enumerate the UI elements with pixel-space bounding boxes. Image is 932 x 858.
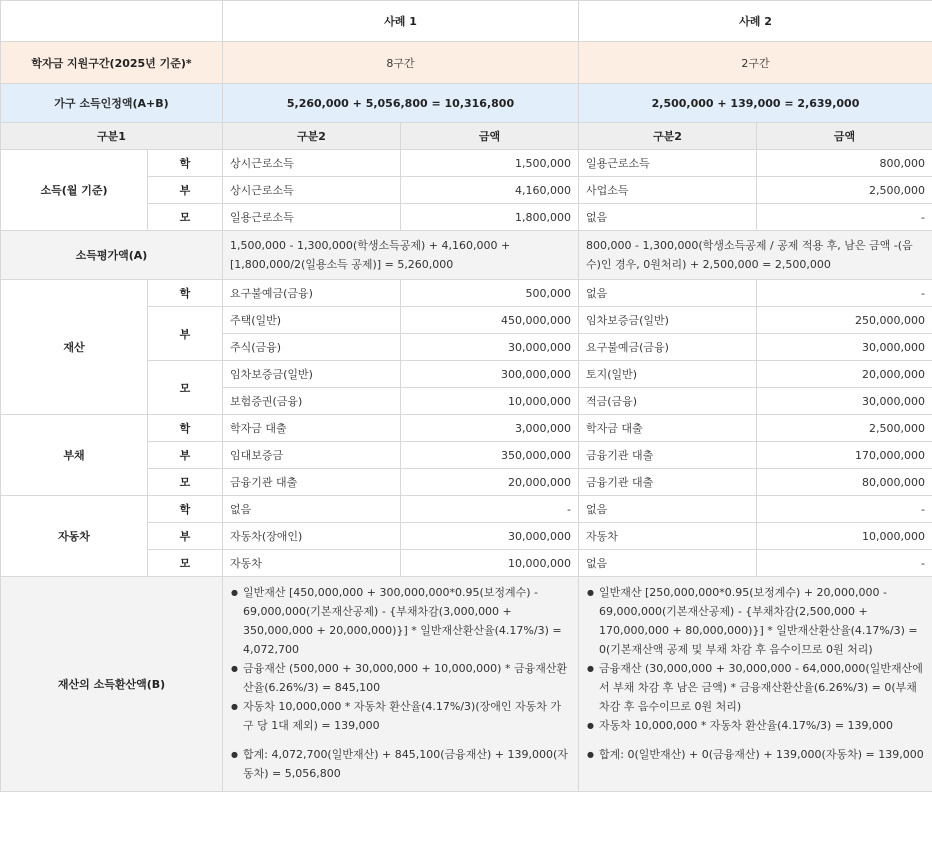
conversion-case1 <box>223 577 579 792</box>
amount-cell: 250,000,000 <box>757 307 932 334</box>
case1-header: 사례 1 <box>223 1 579 42</box>
item-cell: 자동차 <box>579 523 757 550</box>
subheader-cat1: 구분1 <box>1 123 223 150</box>
who-cell: 모 <box>148 469 223 496</box>
item-cell: 없음 <box>223 496 401 523</box>
property-label: 재산 <box>1 280 148 415</box>
item-cell: 금융기관 대출 <box>223 469 401 496</box>
amount-cell: 10,000,000 <box>757 523 932 550</box>
subheader-amount-case1: 금액 <box>401 123 579 150</box>
conversion-row <box>1 577 932 792</box>
item-cell: 상시근로소득 <box>223 177 401 204</box>
household-label: 가구 소득인정액(A+B) <box>1 84 223 123</box>
item-cell: 요구불예금(금융) <box>223 280 401 307</box>
amount-cell: - <box>757 280 932 307</box>
car-label: 자동차 <box>1 496 148 577</box>
item-cell: 없음 <box>579 496 757 523</box>
subheader-amount-case2: 금액 <box>757 123 932 150</box>
list-item: ● 합계: 4,072,700(일반재산) + 845,100(금융재산) + 139,000(자동차) = 5,056,800 <box>231 745 570 783</box>
amount-cell: 350,000,000 <box>401 442 579 469</box>
list-item: ● 자동차 10,000,000 * 자동차 환산율(4.17%/3)(장애인 자동차 가구 당 1대 제외) = 139,000 <box>231 697 570 735</box>
amount-cell: 30,000,000 <box>757 334 932 361</box>
table-row <box>1 280 932 307</box>
item-cell: 적금(금융) <box>579 388 757 415</box>
amount-cell: 20,000,000 <box>401 469 579 496</box>
household-income-row <box>1 84 932 123</box>
who-cell: 부 <box>148 177 223 204</box>
grade-label: 학자금 지원구간(2025년 기준)* <box>1 42 223 84</box>
item-cell: 요구불예금(금융) <box>579 334 757 361</box>
who-cell: 학 <box>148 415 223 442</box>
who-cell: 학 <box>148 280 223 307</box>
list-item: ● 금융재산 (500,000 + 30,000,000 + 10,000,000) * 금융재산환산율(6.26%/3) = 845,100 <box>231 659 570 697</box>
table-row <box>1 150 932 177</box>
list-item: ● 일반재산 [450,000,000 + 300,000,000*0.95(보정계수) - 69,000,000(기본재산공제) - {부채차감(3,000,000 + 350,000,000 + 20,000,000)}] * 일반재산환산율(4.17%/3) = 4,072,700 <box>231 583 570 659</box>
income-eval-label: 소득평가액(A) <box>1 231 223 280</box>
amount-cell: - <box>757 496 932 523</box>
who-cell: 학 <box>148 150 223 177</box>
amount-cell: - <box>757 550 932 577</box>
item-cell: 임차보증금(일반) <box>223 361 401 388</box>
amount-cell: 30,000,000 <box>401 334 579 361</box>
income-eval-case2: 800,000 - 1,300,000(학생소득공제 / 공제 적용 후, 남은 금액 -(음수)인 경우, 0원처리) + 2,500,000 = 2,500,000 <box>579 231 932 280</box>
amount-cell: 10,000,000 <box>401 550 579 577</box>
who-cell: 학 <box>148 496 223 523</box>
amount-cell: - <box>401 496 579 523</box>
item-cell: 자동차 <box>223 550 401 577</box>
who-cell: 부 <box>148 307 223 361</box>
amount-cell: 1,800,000 <box>401 204 579 231</box>
item-cell: 임대보증금 <box>223 442 401 469</box>
income-eval-row <box>1 231 932 280</box>
list-item: ● 일반재산 [250,000,000*0.95(보정계수) + 20,000,000 - 69,000,000(기본재산공제) - {부채차감(2,500,000 + 170,000,000 + 80,000,000)}] * 일반재산환산율(4.17%/3) = 0(기본재산액 공제 및 부채 차감 후 음수이므로 0원 처리) <box>587 583 924 659</box>
item-cell: 자동차(장애인) <box>223 523 401 550</box>
who-cell: 부 <box>148 442 223 469</box>
amount-cell: - <box>757 204 932 231</box>
list-item: ● 자동차 10,000,000 * 자동차 환산율(4.17%/3) = 139,000 <box>587 716 924 735</box>
item-cell: 일용근로소득 <box>579 150 757 177</box>
item-cell: 없음 <box>579 550 757 577</box>
item-cell: 주택(일반) <box>223 307 401 334</box>
amount-cell: 1,500,000 <box>401 150 579 177</box>
amount-cell: 800,000 <box>757 150 932 177</box>
conversion-case1-list <box>231 583 570 783</box>
header-blank <box>1 1 223 42</box>
amount-cell: 500,000 <box>401 280 579 307</box>
income-eval-case1: 1,500,000 - 1,300,000(학생소득공제) + 4,160,000 + [1,800,000/2(일용소득 공제)] = 5,260,000 <box>223 231 579 280</box>
table-row <box>1 496 932 523</box>
item-cell: 보험증권(금융) <box>223 388 401 415</box>
item-cell: 주식(금융) <box>223 334 401 361</box>
amount-cell: 3,000,000 <box>401 415 579 442</box>
amount-cell: 80,000,000 <box>757 469 932 496</box>
amount-cell: 10,000,000 <box>401 388 579 415</box>
item-cell: 토지(일반) <box>579 361 757 388</box>
item-cell: 임차보증금(일반) <box>579 307 757 334</box>
table-header-row <box>1 1 932 42</box>
item-cell: 없음 <box>579 280 757 307</box>
subheader-cat2-case1: 구분2 <box>223 123 401 150</box>
conversion-case2-list <box>587 583 924 764</box>
who-cell: 모 <box>148 361 223 415</box>
item-cell: 사업소득 <box>579 177 757 204</box>
amount-cell: 20,000,000 <box>757 361 932 388</box>
list-item: ● 합계: 0(일반재산) + 0(금융재산) + 139,000(자동차) = 139,000 <box>587 745 924 764</box>
grade-row <box>1 42 932 84</box>
amount-cell: 2,500,000 <box>757 415 932 442</box>
list-item: ● 금융재산 (30,000,000 + 30,000,000 - 64,000,000(일반재산에서 부채 차감 후 남은 금액) * 금융재산환산율(6.26%/3) = 0(부채 차감 후 음수이므로 0원 처리) <box>587 659 924 716</box>
item-cell: 없음 <box>579 204 757 231</box>
item-cell: 일용근로소득 <box>223 204 401 231</box>
amount-cell: 170,000,000 <box>757 442 932 469</box>
subheader-row <box>1 123 932 150</box>
amount-cell: 450,000,000 <box>401 307 579 334</box>
item-cell: 금융기관 대출 <box>579 469 757 496</box>
household-case2: 2,500,000 + 139,000 = 2,639,000 <box>579 84 932 123</box>
case2-header: 사례 2 <box>579 1 932 42</box>
who-cell: 부 <box>148 523 223 550</box>
amount-cell: 4,160,000 <box>401 177 579 204</box>
grade-case1: 8구간 <box>223 42 579 84</box>
income-label: 소득(월 기준) <box>1 150 148 231</box>
who-cell: 모 <box>148 550 223 577</box>
amount-cell: 30,000,000 <box>401 523 579 550</box>
item-cell: 상시근로소득 <box>223 150 401 177</box>
item-cell: 학자금 대출 <box>579 415 757 442</box>
item-cell: 학자금 대출 <box>223 415 401 442</box>
conversion-label: 재산의 소득환산액(B) <box>1 577 223 792</box>
amount-cell: 300,000,000 <box>401 361 579 388</box>
who-cell: 모 <box>148 204 223 231</box>
table-row <box>1 415 932 442</box>
debt-label: 부채 <box>1 415 148 496</box>
subheader-cat2-case2: 구분2 <box>579 123 757 150</box>
item-cell: 금융기관 대출 <box>579 442 757 469</box>
amount-cell: 30,000,000 <box>757 388 932 415</box>
amount-cell: 2,500,000 <box>757 177 932 204</box>
conversion-case2 <box>579 577 932 792</box>
grade-case2: 2구간 <box>579 42 932 84</box>
household-case1: 5,260,000 + 5,056,800 = 10,316,800 <box>223 84 579 123</box>
